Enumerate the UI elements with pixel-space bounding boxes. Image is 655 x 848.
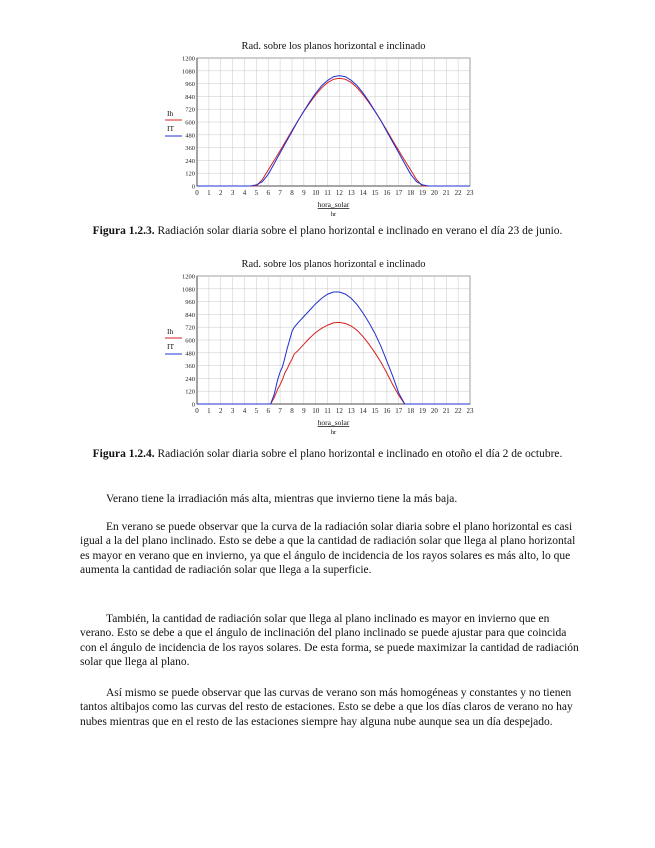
chart-2-y-tick-label: 600 [185, 337, 195, 345]
chart-2-legend-it-label: IT [167, 342, 175, 351]
chart-2-x-tick-label: 5 [254, 407, 259, 415]
chart-2-x-tick-label: 9 [302, 407, 306, 415]
chart-1-x-tick-label: 22 [454, 189, 462, 197]
chart-1-x-tick-label: 20 [430, 189, 438, 197]
paragraph-3 [80, 612, 585, 670]
paragraph-4-text: Así mismo se puede observar que las curvas de verano son más homogéneas y constantes y no tienen tantos altibajos como las curvas del resto de estaciones. Esto se debe a que los días claros de verano no hay nubes mientras que en el resto de las estaciones siempre hay alguna nube aunque sea un día despejado. [80, 687, 573, 728]
chart-1-y-tick-label: 480 [185, 132, 195, 140]
figure-1-caption [70, 224, 585, 238]
chart-2-x-tick-label: 17 [395, 407, 403, 415]
chart-1-y-tick-label: 120 [185, 170, 195, 178]
chart-2-x-tick-label: 1 [207, 407, 211, 415]
paragraph-4 [80, 686, 585, 729]
figure-2-caption-label: Figura 1.2.4. [92, 448, 155, 460]
chart-1-x-unit: hr [330, 211, 337, 216]
chart-1-y-tick-label: 960 [185, 81, 195, 89]
chart-2-x-tick-label: 16 [383, 407, 391, 415]
chart-1-x-tick-label: 21 [442, 189, 450, 197]
chart-1-x-tick-label: 16 [383, 189, 391, 197]
chart-1-y-tick-label: 0 [191, 183, 195, 191]
chart-2-y-tick-label: 840 [185, 311, 195, 319]
chart-1-y-tick-label: 720 [185, 106, 195, 114]
chart-1-x-tick-label: 4 [242, 189, 247, 197]
chart-2-x-label: hora_solar [317, 418, 350, 427]
chart-2-x-tick-label: 11 [324, 407, 331, 415]
chart-1-x-tick-label: 6 [266, 189, 270, 197]
chart-2-x-tick-label: 18 [407, 407, 415, 415]
chart-1-x-tick-label: 18 [407, 189, 415, 197]
chart-2-x-tick-label: 7 [278, 407, 282, 415]
chart-2-y-tick-label: 1200 [182, 273, 195, 281]
chart-1-y-tick-label: 1080 [182, 68, 195, 76]
chart-2-x-tick-label: 19 [419, 407, 427, 415]
chart-1-x-tick-label: 19 [419, 189, 427, 197]
chart-2-x-tick-label: 6 [266, 407, 270, 415]
paragraph-1-text: Verano tiene la irradiación más alta, mientras que invierno tiene la más baja. [106, 493, 458, 505]
chart-1-y-tick-label: 840 [185, 93, 195, 101]
chart-1-y-tick-label: 360 [185, 145, 195, 153]
chart-2-x-tick-label: 14 [359, 407, 367, 415]
figure-1-caption-label: Figura 1.2.3. [92, 225, 155, 237]
chart-2-y-tick-label: 360 [185, 363, 195, 371]
chart-1-x-tick-label: 17 [395, 189, 403, 197]
chart-2-x-tick-label: 13 [347, 407, 355, 415]
chart-2-y-tick-label: 240 [185, 375, 195, 383]
chart-2-y-tick-label: 0 [191, 401, 195, 409]
paragraph-2 [80, 520, 585, 578]
chart-1-x-label: hora_solar [317, 200, 350, 209]
chart-2-x-tick-label: 12 [335, 407, 343, 415]
chart-1-x-tick-label: 7 [278, 189, 282, 197]
figure-1-caption-text: Radiación solar diaria sobre el plano horizontal e inclinado en verano el día 23 de junio. [154, 225, 563, 237]
chart-2-x-tick-label: 3 [230, 407, 235, 415]
chart-1-legend-it-label: IT [167, 124, 175, 133]
figure-2-caption [70, 447, 585, 461]
chart-1-svg [0, 36, 655, 216]
chart-1-y-tick-label: 1200 [182, 55, 195, 63]
chart-2-y-tick-label: 960 [185, 299, 195, 307]
chart-1-title: Rad. sobre los planos horizontal e inclinado [241, 41, 426, 52]
chart-1-x-tick-label: 15 [371, 189, 379, 197]
chart-1-x-tick-label: 10 [312, 189, 320, 197]
chart-2-x-tick-label: 8 [290, 407, 294, 415]
chart-1-x-tick-label: 12 [335, 189, 343, 197]
chart-2-x-unit: hr [330, 429, 337, 434]
figure-2-chart [0, 254, 655, 434]
chart-2-title: Rad. sobre los planos horizontal e inclinado [241, 259, 426, 270]
paragraph-2-text: En verano se puede observar que la curva de la radiación solar diaria sobre el plano horizontal es casi igual a la del plano inclinado. Esto se debe a que la cantidad de radiación solar que llega al plano horizontal es mayor en verano que en invierno, ya que el ángulo de incidencia de los rayos solares es más alto, lo que aumenta la cantidad de radiación solar que llega a la superficie. [80, 521, 576, 577]
chart-2-x-tick-label: 10 [312, 407, 320, 415]
chart-1-x-tick-label: 1 [207, 189, 211, 197]
chart-1-x-tick-label: 11 [324, 189, 331, 197]
chart-1-y-tick-label: 240 [185, 157, 195, 165]
chart-2-x-tick-label: 15 [371, 407, 379, 415]
chart-2-svg [0, 254, 655, 434]
chart-1-x-tick-label: 14 [359, 189, 367, 197]
chart-2-x-tick-label: 23 [466, 407, 474, 415]
chart-2-x-tick-label: 20 [430, 407, 438, 415]
chart-1-x-tick-label: 2 [218, 189, 223, 197]
chart-2-x-tick-label: 0 [195, 407, 199, 415]
chart-2-y-tick-label: 480 [185, 350, 195, 358]
chart-2-legend-ih-label: Ih [167, 327, 174, 336]
figure-2-caption-text: Radiación solar diaria sobre el plano horizontal e inclinado en otoño el día 2 de octubre. [154, 448, 563, 460]
figure-1-chart [0, 36, 655, 216]
chart-1-y-tick-label: 600 [185, 119, 195, 127]
paragraph-3-text: También, la cantidad de radiación solar que llega al plano inclinado es mayor en invierno que en verano. Esto se debe a que el ángulo de inclinación del plano inclinado se puede ajustar para que coincida con el ángulo de incidencia de los rayos solares. De esta forma, se puede maximizar la cantidad de radiación solar que llega al plano. [80, 613, 579, 669]
chart-1-x-tick-label: 23 [466, 189, 474, 197]
paragraph-1 [80, 492, 585, 506]
chart-1-x-tick-label: 8 [290, 189, 294, 197]
chart-2-y-tick-label: 1080 [182, 286, 195, 294]
chart-1-legend-ih-label: Ih [167, 109, 174, 118]
chart-1-x-tick-label: 0 [195, 189, 199, 197]
chart-2-x-tick-label: 21 [442, 407, 450, 415]
chart-1-x-tick-label: 9 [302, 189, 306, 197]
chart-1-x-tick-label: 5 [254, 189, 259, 197]
chart-2-x-tick-label: 2 [218, 407, 223, 415]
chart-2-y-tick-label: 720 [185, 324, 195, 332]
chart-2-x-tick-label: 4 [242, 407, 247, 415]
chart-2-y-tick-label: 120 [185, 388, 195, 396]
chart-1-x-tick-label: 3 [230, 189, 235, 197]
chart-2-x-tick-label: 22 [454, 407, 462, 415]
chart-1-x-tick-label: 13 [347, 189, 355, 197]
